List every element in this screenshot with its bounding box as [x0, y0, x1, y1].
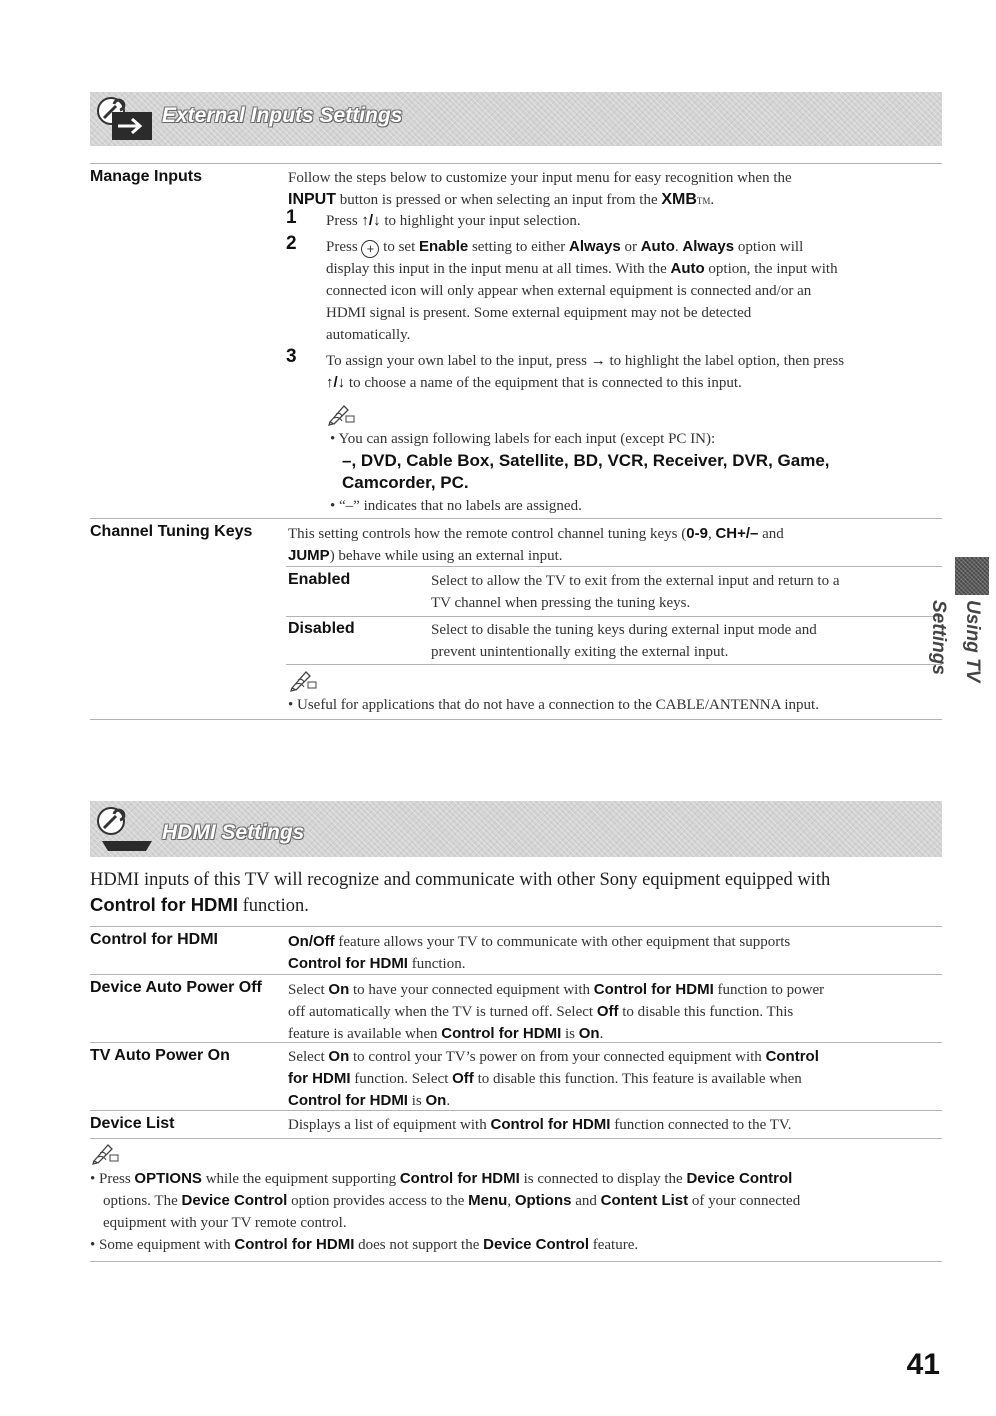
side-tab-label: Using TV Settings	[928, 600, 983, 683]
right-arrow-icon: →	[590, 352, 606, 369]
channel-tuning-keys-term: Channel Tuning Keys	[90, 523, 253, 540]
channel-desc-line1: This setting controls how the remote control channel tuning keys (0-9, CH+/– and	[288, 525, 784, 542]
step-3-number: 3	[286, 346, 297, 367]
tv-power-line1: Select On to control your TV’s power on from your connected equipment with Control	[288, 1048, 819, 1065]
step-3-line1: To assign your own label to the input, press → to highlight the label option, then press	[326, 352, 845, 369]
device-auto-power-off-term: Device Auto Power Off	[90, 979, 262, 996]
hdmi-settings-banner	[90, 801, 942, 857]
channel-note: • Useful for applications that do not have a connection to the CABLE/ANTENNA input.	[288, 697, 819, 713]
page-number: 41	[906, 1348, 940, 1381]
up-down-arrow-icon: ↑/↓	[326, 374, 346, 391]
hdmi-note-1-line3: equipment with your TV remote control.	[103, 1215, 347, 1231]
external-inputs-banner	[90, 92, 942, 146]
divider	[90, 719, 942, 720]
device-power-line1: Select On to have your connected equipment with Control for HDMI function to power	[288, 981, 825, 998]
enabled-desc-line1: Select to allow the TV to exit from the external input and return to a	[431, 573, 840, 589]
external-inputs-icon	[94, 94, 158, 149]
note-pencil-icon	[326, 402, 356, 431]
device-power-line3: feature is available when Control for HDMI is On.	[288, 1025, 604, 1042]
divider	[286, 664, 942, 665]
step-2-line3: connected icon will only appear when external equipment is connected and/or an	[326, 283, 812, 299]
divider	[90, 518, 942, 519]
device-list-term: Device List	[90, 1115, 175, 1132]
step-1-text: Press ↑/↓ to highlight your input selection.	[326, 212, 581, 229]
divider	[286, 616, 942, 617]
channel-desc-line2: JUMP) behave while using an external input.	[288, 547, 563, 564]
note-labels-intro: • You can assign following labels for each input (except PC IN):	[330, 431, 716, 447]
manage-inputs-term: Manage Inputs	[90, 168, 203, 185]
step-2-line5: automatically.	[326, 327, 411, 343]
divider	[90, 974, 942, 975]
divider	[90, 926, 942, 927]
hdmi-note-2: • Some equipment with Control for HDMI does not support the Device Control feature.	[90, 1236, 639, 1253]
step-2-line1: Press + to set Enable setting to either Always or Auto. Always option will	[326, 238, 804, 256]
manage-intro-line2: INPUT button is pressed or when selecting an input from the XMBTM.	[288, 191, 715, 208]
divider	[90, 1261, 942, 1262]
disabled-term: Disabled	[288, 620, 355, 637]
banner-title: External Inputs Settings	[162, 104, 403, 127]
note-pencil-icon	[90, 1141, 120, 1170]
control-desc-line1: On/Off feature allows your TV to communicate with other equipment that supports	[288, 933, 791, 950]
divider	[90, 1042, 942, 1043]
disabled-desc-line2: prevent unintentionally exiting the external input.	[431, 644, 729, 660]
label-list-line2: Camcorder, PC.	[342, 473, 469, 492]
disabled-desc-line1: Select to disable the tuning keys during external input mode and	[431, 622, 817, 638]
hdmi-note-1-line1: • Press OPTIONS while the equipment supporting Control for HDMI is connected to display the Device Control	[90, 1170, 793, 1187]
device-power-line2: off automatically when the TV is turned off. Select Off to disable this function. This	[288, 1003, 794, 1020]
tv-auto-power-on-term: TV Auto Power On	[90, 1047, 230, 1064]
step-2-line2: display this input in the input menu at all times. With the Auto option, the input with	[326, 260, 838, 277]
banner-title: HDMI Settings	[162, 821, 305, 844]
up-down-arrow-icon: ↑/↓	[361, 212, 381, 229]
step-1-number: 1	[286, 207, 297, 228]
tv-power-line3: Control for HDMI is On.	[288, 1092, 451, 1109]
step-2-line4: HDMI signal is present. Some external equipment may not be detected	[326, 305, 752, 321]
note-pencil-icon	[288, 668, 318, 697]
divider	[90, 163, 942, 164]
step-3-line2: ↑/↓ to choose a name of the equipment that is connected to this input.	[326, 374, 742, 391]
divider	[286, 566, 942, 567]
tv-power-line2: for HDMI function. Select Off to disable this function. This feature is available when	[288, 1070, 802, 1087]
enabled-desc-line2: TV channel when pressing the tuning keys.	[431, 595, 691, 611]
control-desc-line2: Control for HDMI function.	[288, 955, 466, 972]
enter-button-icon: +	[361, 240, 379, 258]
hdmi-settings-icon	[94, 803, 164, 862]
device-list-desc: Displays a list of equipment with Control for HDMI function connected to the TV.	[288, 1116, 792, 1133]
label-list-line1: –, DVD, Cable Box, Satellite, BD, VCR, Receiver, DVR, Game,	[342, 451, 830, 470]
hdmi-note-1-line2: options. The Device Control option provides access to the Menu, Options and Content List of your connected	[103, 1192, 801, 1209]
divider	[90, 1138, 942, 1139]
step-2-number: 2	[286, 233, 297, 254]
hdmi-intro-line1: HDMI inputs of this TV will recognize and communicate with other Sony equipment equipped with	[90, 870, 831, 890]
enabled-term: Enabled	[288, 571, 351, 588]
hdmi-intro-line2: Control for HDMI function.	[90, 894, 309, 916]
side-tab-marker	[955, 557, 989, 595]
divider	[90, 1110, 942, 1111]
manage-intro-line1: Follow the steps below to customize your input menu for easy recognition when the	[288, 170, 792, 186]
control-for-hdmi-term: Control for HDMI	[90, 931, 218, 948]
note-no-label: • “–” indicates that no labels are assigned.	[330, 498, 582, 514]
